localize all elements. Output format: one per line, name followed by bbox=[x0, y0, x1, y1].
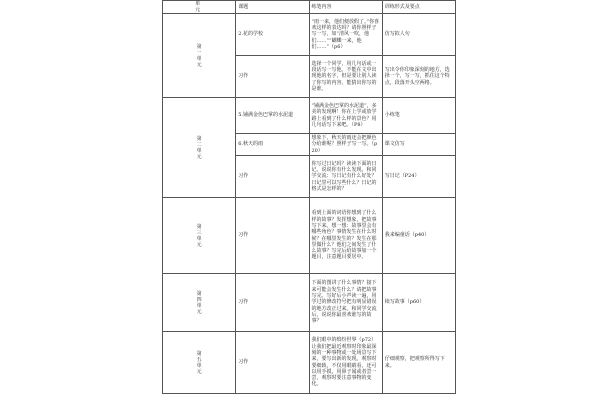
unit-cell: 第五单元 bbox=[163, 332, 236, 394]
content-cell: 我们眼中的缤纷世界（p72）让我们把最近观察时印象最深刻的一种事物或一处场景写下来，要写出新的发现。观察时要细致，不仅用眼睛看，还可以用手摸，用鼻子闻或者尝一尝，观察时要注意事物的变化。 bbox=[309, 332, 382, 394]
writing-practice-table bbox=[162, 0, 456, 394]
content-cell: 选择一个同学，用几句话或一段话写一写他。不能在文中出现他的名字，但是要让别人读了你写的内容，能猜出你写的是谁。 bbox=[309, 56, 382, 98]
content-cell: 看到上面的词语你想到了什么样的故事？发挥想象，把故事写下来。想一想：故事里会有哪些角色？事情发生在什么时候？在哪里发生的？发生在那里做什么？他们之间发生了什么故事？写完后给故事加一个题目，注意题目要居中。 bbox=[309, 198, 382, 274]
lesson-cell: 习作 bbox=[236, 156, 309, 198]
lesson-cell: 习作 bbox=[236, 56, 309, 98]
unit-cell: 第三单元 bbox=[163, 198, 236, 274]
content-cell: “雨一来，他们便放假了。”你喜欢这样的表达吗？请你照样子写一写，如“清风一吹，他们……”“蝴蝶一来，他们……”（p6） bbox=[309, 14, 382, 56]
content-cell: 下面的图讲了什么事情？接下来可能会发生什么？请把故事写完。写好后小声读一遍，用学过的修改符号把有明显错误的地方改正过来。和同学交流后，说说你最喜欢谁写的故事？ bbox=[309, 274, 382, 332]
table-row bbox=[163, 98, 456, 134]
form-cell: 仿写拟人句 bbox=[382, 14, 455, 56]
form-cell: 写出令你印象深刻的地方，选择一个，写一写，抓住这个特点，段落开头空两格。 bbox=[382, 56, 455, 98]
table-row bbox=[163, 198, 456, 274]
form-cell: 续写故事（p60） bbox=[382, 274, 455, 332]
header-form: 训练形式及要点 bbox=[382, 1, 455, 14]
table-row bbox=[163, 14, 456, 56]
unit-cell: 第四单元 bbox=[163, 274, 236, 332]
header-unit: 单元 bbox=[163, 1, 236, 14]
table-row bbox=[163, 332, 456, 394]
lesson-cell: 习作 bbox=[236, 198, 309, 274]
document-page bbox=[162, 0, 456, 400]
table-header-row bbox=[163, 1, 456, 14]
form-cell: 我来编童话（p40） bbox=[382, 198, 455, 274]
header-lesson: 课题 bbox=[236, 1, 309, 14]
lesson-cell: 5.铺满金色巴掌的水泥道 bbox=[236, 98, 309, 134]
table-row bbox=[163, 274, 456, 332]
unit-cell: 第一单元 bbox=[163, 14, 236, 98]
form-cell: 写日记（P24） bbox=[382, 156, 455, 198]
header-content: 练笔内容 bbox=[309, 1, 382, 14]
content-cell: “铺满金色巴掌的水泥道”，多美的发现啊！你在上学或放学路上看到了什么样的景色？用几句话写下来吧。（P8） bbox=[309, 98, 382, 134]
form-cell: 仔细观察，把观察所得写下来。 bbox=[382, 332, 455, 394]
content-cell: 你写过日记吗？读读下面的日记，说说你有什么发现。和同学交流：写日记有什么好处？日记里可以写些什么？日记的格式是怎样的？ bbox=[309, 156, 382, 198]
lesson-cell: 6.秋天的雨 bbox=[236, 134, 309, 156]
lesson-cell: 2.花的学校 bbox=[236, 14, 309, 56]
lesson-cell: 习作 bbox=[236, 274, 309, 332]
content-cell: 想象下，秋天的雨还会把颜色分给谁呢？照样子写一写。（p20） bbox=[309, 134, 382, 156]
unit-cell: 第二单元 bbox=[163, 98, 236, 198]
form-cell: 小练笔 bbox=[382, 98, 455, 134]
form-cell: 课文仿写 bbox=[382, 134, 455, 156]
lesson-cell: 习作 bbox=[236, 332, 309, 394]
